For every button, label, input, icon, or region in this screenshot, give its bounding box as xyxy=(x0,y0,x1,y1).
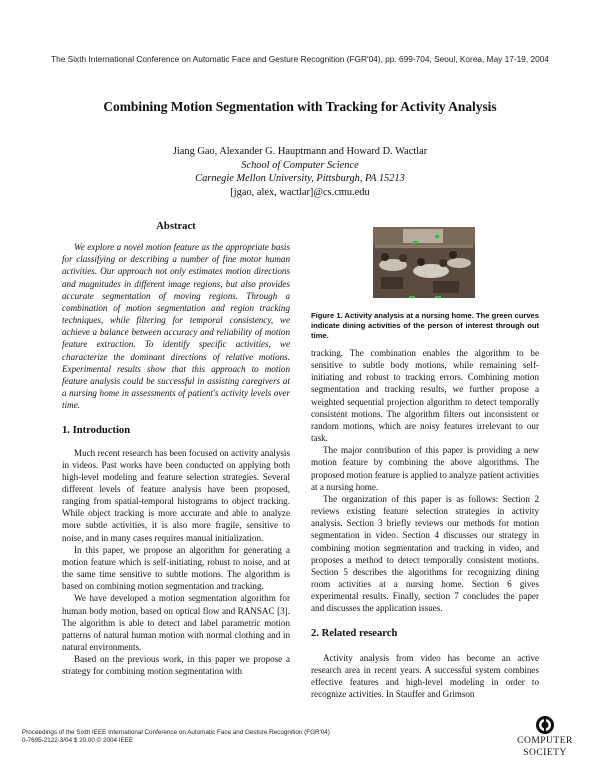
conference-header: The Sixth International Conference on Automatic Face and Gesture Recognition (FGR'04), pp. 699-704, Seoul, Korea, May 17-19, 2004 xyxy=(51,54,549,64)
intro-heading: 1. Introduction xyxy=(62,425,131,437)
intro-paragraph: We have developed a motion segmentation algorithm for human body motion, based on optical flow and RANSAC [3]. The algorithm is able to detect and label parametric motion patterns of natural human motion with normal clothing and in natural environments. xyxy=(62,593,290,652)
body-paragraph: The major contribution of this paper is providing a new motion feature by combining the above algorithms. The proposed motion feature is applied to analyze patient activities at a nursing home. xyxy=(311,445,539,492)
green-curve-marks xyxy=(373,296,475,302)
footer-proceedings: Proceedings of the Sixth IEEE International Conference on Automatic Face and Gesture Recognition (FGR'04) xyxy=(22,729,330,736)
figure-caption: Figure 1. Activity analysis at a nursing home. The green curves indicate dining activities of the person of interest through out time. xyxy=(311,311,539,340)
ieee-emblem-icon xyxy=(535,715,555,735)
author-emails: [jgao, alex, wactlar]@cs.cmu.edu xyxy=(230,186,370,198)
paper-title: Combining Motion Segmentation with Tracking for Activity Analysis xyxy=(103,99,497,114)
author-university: Carnegie Mellon University, Pittsburgh, PA 15213 xyxy=(195,173,405,185)
intro-paragraph: In this paper, we propose an algorithm for generating a motion feature which is self-initiating, robust to noise, and at the same time sensitive to subtle motions. The algorithm is based on combining motion segmentation and tracking. xyxy=(62,544,290,592)
footer-copyright: 0-7695-2122-3/04 $ 20.00 © 2004 IEEE xyxy=(22,737,134,745)
abstract-heading: Abstract xyxy=(156,221,196,232)
logo-line2: SOCIETY xyxy=(523,748,567,758)
body-paragraph: Activity analysis from video has become an active research area in recent years. A successful system combines effective features and high-level modeling in order to recognize activities. In Stauffer and Grimson xyxy=(311,652,539,700)
intro-paragraph: Much recent research has been focused on activity analysis in videos. Past works have been conducted on applying both high-level modeling and feature selection strategies. Several different levels of feature analysis have been proposed, ranging from spatial-temporal histograms to object tracking. While object tracking is more accurate and able to analyze more subtle activities, it is also more fragile, sensitive to noise, and in many cases requires manual initialization. xyxy=(62,447,290,543)
computer-society-logo xyxy=(510,715,580,761)
author-names: Jiang Gao, Alexander G. Hauptmann and Howard D. Wactlar xyxy=(172,146,428,157)
author-block xyxy=(0,145,600,199)
author-school: School of Computer Science xyxy=(241,159,359,171)
logo-line1: COMPUTER xyxy=(517,736,573,746)
intro-paragraph: Based on the previous work, in this paper we propose a strategy for combining motion segmentation with xyxy=(62,654,290,677)
body-paragraph: tracking. The combination enables the algorithm to be sensitive to subtle body motions, while remaining self-initiating and robust to tracking errors. Combining motion segmentation and tracking results, we further propose a weighted sequential projection algorithm to detect temporally consistent motions. The algorithm filters out inconsistent or random motions, which are noisy features irrelevant to our task. xyxy=(311,348,539,444)
left-column xyxy=(62,221,290,677)
abstract-text: We explore a novel motion feature as the appropriate basis for classifying or describing a number of fine motor human activities. Our approach not only estimates motion directions and magnitudes in different image regions, but also provides accurate segmentation of moving regions. Through a combination of motion segmentation and region tracking techniques, while filtering for temporal consistency, we achieve a balance between accuracy and reliability of motion feature extraction. To identify specific activities, we characterize the dominant directions of relative motions. Experimental results show that this approach to motion feature analysis could be successful in assisting caregivers at a nursing home in assessments of patient's activity levels over time. xyxy=(62,242,290,411)
related-heading: 2. Related research xyxy=(311,628,398,640)
right-column xyxy=(311,347,539,700)
figure-image xyxy=(373,227,475,298)
proceedings-footer xyxy=(22,729,330,745)
body-paragraph: The organization of this paper is as follows: Section 2 reviews existing feature selection strategies in activity analysis. Section 3 briefly reviews our methods for motion segmentation in video. Section 4 discusses our strategy in combining motion segmentation and tracking in video, and proposes a method to detect temporally consistent motions. Section 5 describes the algorithms for recognizing dining room activities at a nursing home. Section 6 gives experimental results. Finally, section 7 concludes the paper and discusses the application issues. xyxy=(311,493,539,614)
nursing-home-photo xyxy=(373,227,475,298)
